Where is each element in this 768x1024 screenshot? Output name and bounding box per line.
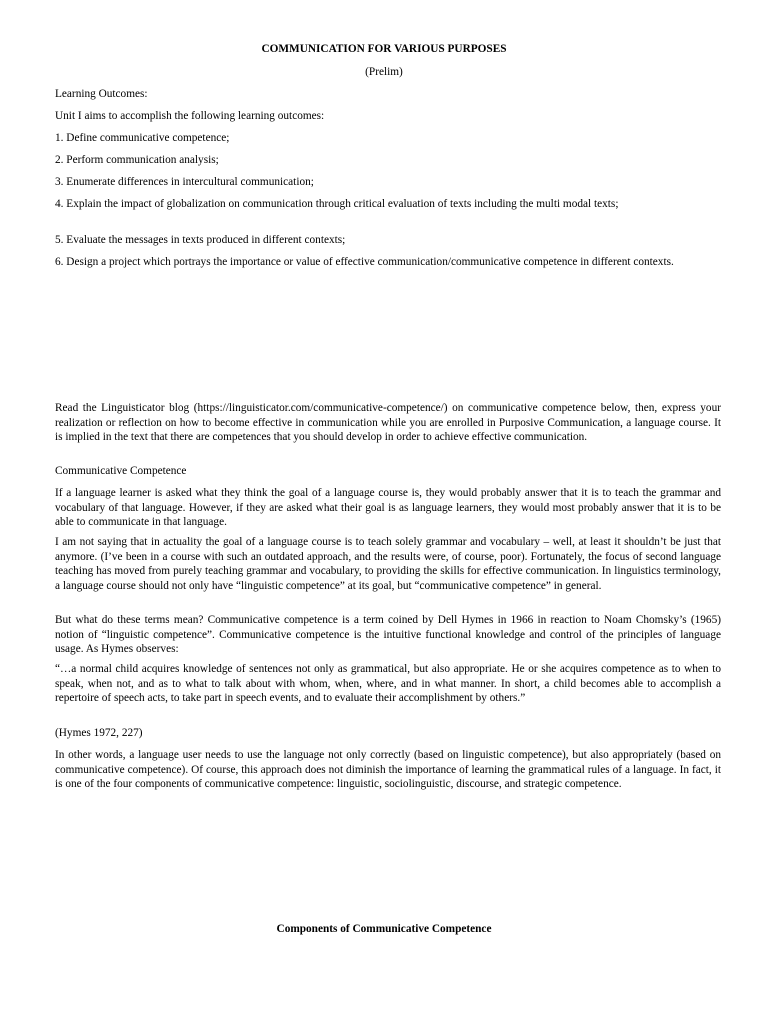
- instruction-paragraph: Read the Linguisticator blog (https://linguisticator.com/communicative-competence/) on communicative competence below, then, express your realization or reflection on how to become effective in communication while you are enrolled in Purposive Communication, a language course. It is implied in the text that there are competences that you should develop in order to achieve effective communication.: [55, 402, 721, 444]
- outcome-item: 5. Evaluate the messages in texts produced in different contexts;: [55, 234, 346, 246]
- body-paragraph: In other words, a language user needs to use the language not only correctly (based on linguistic competence), but also appropriately (based on communicative competence). Of course, this approach does not diminish the importance of learning the grammatical rules of a language. In fact, it is one of the four components of communicative competence: linguistic, sociolinguistic, discourse, and strategic competence.: [55, 749, 721, 791]
- body-paragraph: But what do these terms mean? Communicative competence is a term coined by Dell Hymes in 1966 in reaction to Noam Chomsky’s (1965) notion of “linguistic competence”. Communicative competence is the intuitive functional knowledge and control of the principles of language usage. As Hymes observes:: [55, 614, 721, 656]
- citation: (Hymes 1972, 227): [55, 727, 143, 739]
- components-heading: Components of Communicative Competence: [276, 923, 492, 935]
- unit-intro: Unit I aims to accomplish the following learning outcomes:: [55, 110, 325, 122]
- document-subtitle: (Prelim): [365, 66, 403, 78]
- body-paragraph: I am not saying that in actuality the goal of a language course is to teach solely grammar and vocabulary – well, at least it shouldn’t be just that anymore. (I’ve been in a course with such an outdated approach, and the results were, of course, poor). Fortunately, the focus of second language teaching has moved from purely teaching grammar and vocabulary, to providing the skills for effective communication. In linguistics terminology, a language course should not only have “linguistic competence” at its goal, but “communicative competence” in general.: [55, 536, 721, 592]
- learning-outcomes-heading: Learning Outcomes:: [55, 88, 148, 100]
- outcome-item: 3. Enumerate differences in intercultural communication;: [55, 176, 314, 188]
- section-heading: Communicative Competence: [55, 465, 187, 477]
- body-paragraph: If a language learner is asked what they think the goal of a language course is, they would probably answer that it is to teach the grammar and vocabulary of that language. However, if they are asked what their goal is as language learners, they would most probably answer that it is to be able to communicate in that language.: [55, 487, 721, 529]
- outcome-item: 6. Design a project which portrays the importance or value of effective communication/communicative competence in different contexts.: [55, 256, 674, 268]
- quote-paragraph: “…a normal child acquires knowledge of sentences not only as grammatical, but also appropriate. He or she acquires competence as to when to speak, when not, and as to what to talk about with whom, when, where, and in what manner. In short, a child becomes able to accomplish a repertoire of speech acts, to take part in speech events, and to evaluate their accomplishment by others.”: [55, 663, 721, 705]
- document-title: COMMUNICATION FOR VARIOUS PURPOSES: [261, 43, 507, 55]
- outcome-item: 2. Perform communication analysis;: [55, 154, 219, 166]
- outcome-item: 1. Define communicative competence;: [55, 132, 230, 144]
- outcome-item: 4. Explain the impact of globalization on communication through critical evaluation of texts including the multi modal texts;: [55, 198, 619, 210]
